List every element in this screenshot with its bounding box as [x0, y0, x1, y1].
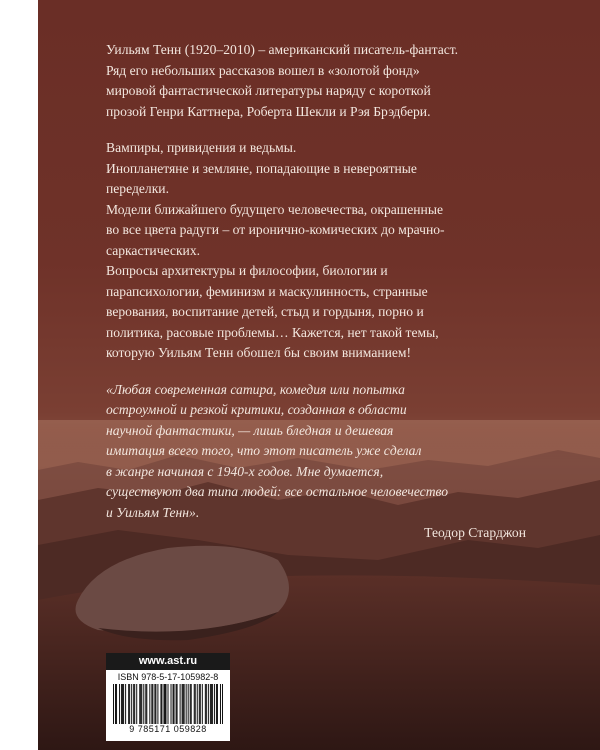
paragraph-gap	[106, 364, 526, 380]
intro-line: Уильям Тенн (1920–2010) – американский писатель-фантаст.	[106, 42, 459, 57]
quote-line: остроумной и резкой критики, созданная в области	[106, 402, 407, 417]
intro-line: мировой фантастической литературы наряду с короткой	[106, 83, 431, 98]
quote-line: имитация всего того, что этот писатель уже сделал	[106, 443, 422, 458]
book-back-cover	[38, 0, 600, 750]
barcode-digits: 9 785171 059828	[129, 724, 207, 734]
isbn-label: ISBN 978-5-17-105982-8	[117, 672, 219, 682]
themes-line: Вопросы архитектуры и философии, биологии и	[106, 263, 388, 278]
quote-line: существуют два типа людей: все остальное человечество	[106, 484, 449, 499]
blurb-text	[106, 40, 526, 544]
publisher-website: www.ast.ru	[106, 653, 230, 670]
themes-line: Инопланетяне и земляне, попадающие в невероятные	[106, 160, 417, 176]
quote-author: Теодор Старджон	[424, 525, 526, 540]
intro-line: Ряд его небольших рассказов вошел в «золотой фонд»	[106, 62, 420, 78]
intro-line: прозой Генри Каттнера, Роберта Шекли и Рэя Брэдбери.	[106, 103, 431, 119]
themes-line: парапсихологии, феминизм и маскулинность, странные	[106, 283, 428, 299]
quote-line: и Уильям Тенн».	[106, 504, 200, 520]
themes-line: политика, расовые проблемы… Кажется, нет такой темы,	[106, 324, 439, 340]
themes-line: саркастических.	[106, 242, 201, 258]
barcode-bars	[113, 684, 223, 724]
quote-line: в жанре начиная с 1940-х годов. Мне думается,	[106, 463, 384, 479]
themes-line: Модели ближайшего будущего человечества, окрашенные	[106, 201, 444, 217]
themes-line: переделки.	[106, 181, 169, 196]
quote-line: научной фантастики, — лишь бледная и дешевая	[106, 422, 394, 438]
themes-line: верования, воспитание детей, стыд и гордыня, порно и	[106, 304, 424, 319]
themes-line: которую Уильям Тенн обошел бы своим вниманием!	[106, 345, 412, 360]
quote-line: «Любая современная сатира, комедия или попытка	[106, 381, 405, 397]
barcode-block	[106, 653, 230, 741]
themes-line: Вампиры, привидения и ведьмы.	[106, 140, 297, 155]
paragraph-gap	[106, 122, 526, 138]
themes-line: во все цвета радуги – от иронично-комических до мрачно-	[106, 222, 445, 237]
